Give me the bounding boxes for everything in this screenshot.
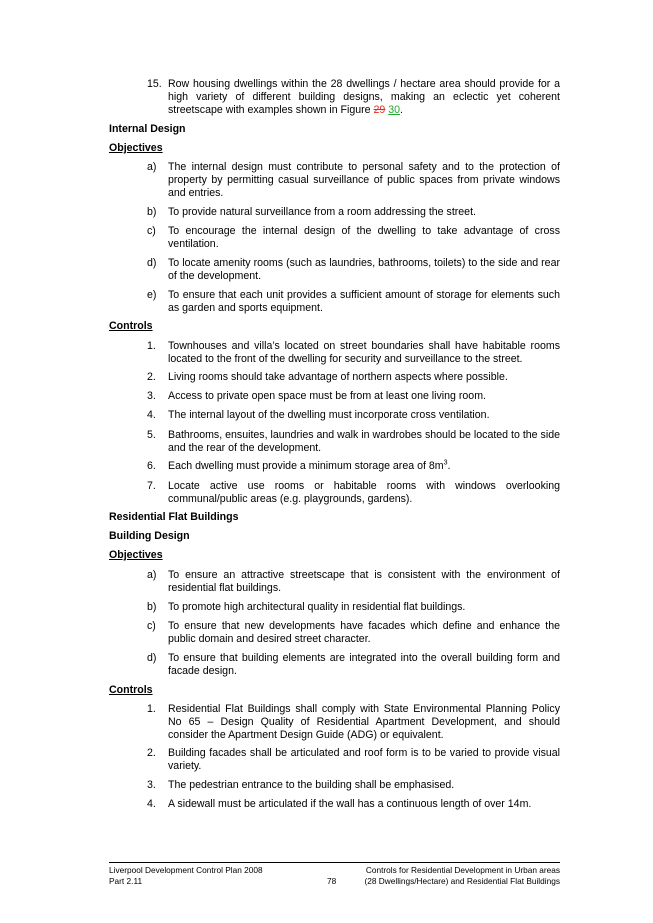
footer-divider: [109, 862, 560, 863]
subsection-heading-building-design: Building Design: [109, 530, 190, 542]
footer-section-subtitle: (28 Dwellings/Hectare) and Residential Flat Buildings: [364, 876, 560, 886]
page-number: 78: [327, 876, 337, 886]
list-item: c) To ensure that new developments have facades which define and enhance the public domain and desired street character.: [147, 620, 560, 645]
list-item: e) To ensure that each unit provides a sufficient amount of storage for elements such as garden and sports equipment.: [147, 289, 560, 314]
list-item: 3. The pedestrian entrance to the building shall be emphasised.: [147, 779, 455, 791]
controls-heading: Controls: [109, 684, 153, 696]
list-item: 3. Access to private open space must be from at least one living room.: [147, 390, 486, 402]
objectives-heading: Objectives: [109, 142, 163, 154]
deleted-figure-ref: 29: [373, 103, 386, 116]
list-item: 2. Building facades shall be articulated and roof form is to be varied to provide visual variety.: [147, 747, 560, 772]
footer-section-title: Controls for Residential Development in Urban areas: [365, 865, 560, 875]
section-heading-residential-flat-buildings: Residential Flat Buildings: [109, 511, 239, 523]
list-item: 4. The internal layout of the dwelling must incorporate cross ventilation.: [147, 409, 490, 421]
footer-plan-title: Liverpool Development Control Plan 2008: [109, 865, 263, 875]
list-item: 1. Residential Flat Buildings shall comply with State Environmental Planning Policy No 65 – Design Quality of Residential Apartment Development, and should consider the Apartment Design Guide (ADG) or equivalent.: [147, 703, 560, 741]
list-item: 5. Bathrooms, ensuites, laundries and walk in wardrobes should be located to the side and the rear of the development.: [147, 429, 560, 454]
inserted-figure-ref: 30: [388, 103, 401, 116]
list-item: [147, 78, 560, 117]
list-item: c) To encourage the internal design of the dwelling to take advantage of cross ventilation.: [147, 225, 560, 250]
list-item: 7. Locate active use rooms or habitable rooms with windows overlooking communal/public areas (e.g. playgrounds, gardens).: [147, 480, 560, 505]
list-item: b) To provide natural surveillance from a room addressing the street.: [147, 206, 476, 218]
list-item: d) To locate amenity rooms (such as laundries, bathrooms, toilets) to the side and rear of the development.: [147, 257, 560, 282]
list-item: d) To ensure that building elements are integrated into the overall building form and facade design.: [147, 652, 560, 677]
list-item: a) To ensure an attractive streetscape that is consistent with the environment of residential flat buildings.: [147, 569, 560, 594]
list-item: b) To promote high architectural quality in residential flat buildings.: [147, 601, 466, 613]
list-item: a) The internal design must contribute to personal safety and to the protection of property by permitting casual surveillance of public spaces from private windows and entries.: [147, 161, 560, 199]
section-heading-internal-design: Internal Design: [109, 123, 186, 135]
list-item: 2. Living rooms should take advantage of northern aspects where possible.: [147, 371, 508, 383]
list-item-text: Row housing dwellings within the 28 dwellings / hectare area should provide for a high variety of different building designs, making an eclectic yet coherent streetscape with examples shown in Figure 29 30.: [168, 78, 560, 116]
list-item: 1. Townhouses and villa’s located on street boundaries shall have habitable rooms located to the front of the dwelling for security and surveillance to the street.: [147, 340, 560, 365]
list-item: 6. Each dwelling must provide a minimum storage area of $8m^3$.: [147, 459, 451, 472]
footer-part: Part 2.11: [109, 876, 143, 886]
objectives-heading: Objectives: [109, 549, 163, 561]
controls-heading: Controls: [109, 320, 153, 332]
list-item: 4. A sidewall must be articulated if the wall has a continuous length of over 14m.: [147, 798, 532, 810]
list-marker: 15.: [147, 78, 162, 90]
